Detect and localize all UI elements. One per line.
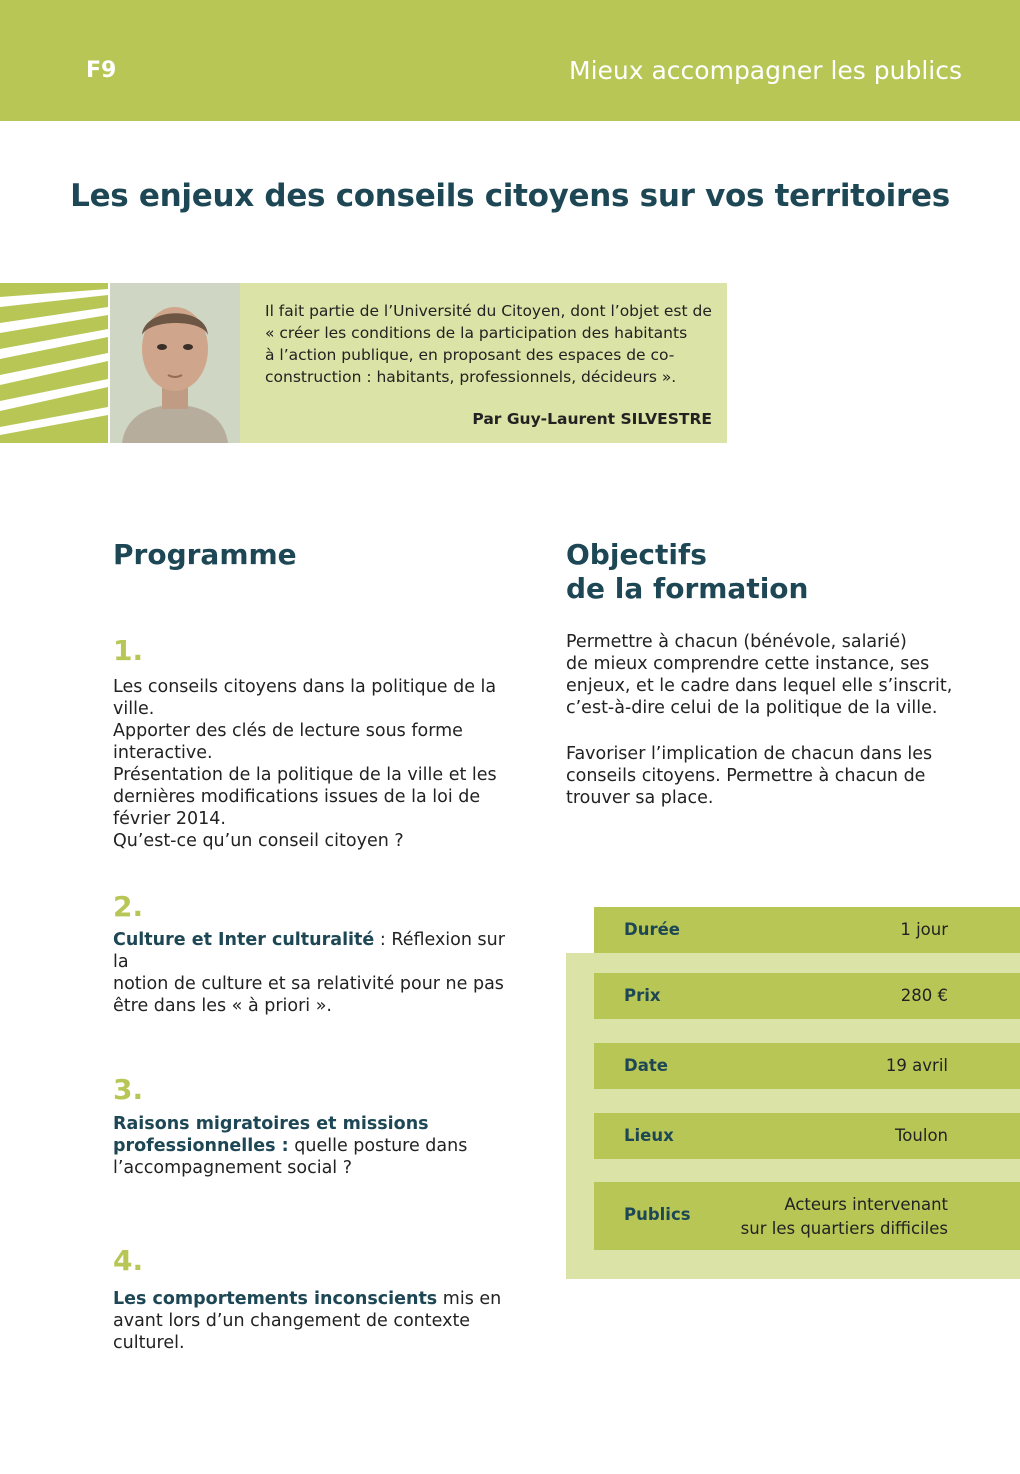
objectifs-heading-line: de la formation bbox=[566, 572, 809, 605]
info-value-line: Acteurs intervenant bbox=[784, 1195, 948, 1214]
info-label: Publics bbox=[624, 1205, 691, 1224]
intro-line: Il fait partie de l’Université du Citoyen, dont l’objet est de bbox=[265, 302, 712, 320]
objectifs-line: Permettre à chacun (bénévole, salarié) bbox=[566, 632, 907, 652]
section-title: Mieux accompagner les publics bbox=[569, 56, 962, 85]
item-bold: professionnelles : bbox=[113, 1136, 289, 1156]
item-line: être dans les « à priori ». bbox=[113, 996, 332, 1016]
objectifs-line: Favoriser l’implication de chacun dans les bbox=[566, 744, 933, 764]
intro-line: à l’action publique, en proposant des espaces de co- bbox=[265, 346, 675, 364]
item-text: mis en bbox=[437, 1289, 502, 1309]
programme-item-3 bbox=[113, 1113, 523, 1179]
item-number: 2. bbox=[113, 890, 144, 923]
item-line: interactive. bbox=[113, 743, 213, 763]
objectifs-paragraph-2 bbox=[566, 743, 986, 809]
item-line: février 2014. bbox=[113, 809, 226, 829]
programme-heading: Programme bbox=[113, 538, 297, 571]
info-row-publics bbox=[594, 1182, 1020, 1250]
info-row-duree bbox=[594, 907, 1020, 953]
item-text: : Réflexion sur la bbox=[113, 930, 505, 972]
intro-line: construction : habitants, professionnels, décideurs ». bbox=[265, 368, 677, 386]
item-line: Qu’est-ce qu’un conseil citoyen ? bbox=[113, 831, 404, 851]
programme-item-4 bbox=[113, 1288, 523, 1354]
item-line: culturel. bbox=[113, 1333, 185, 1353]
info-value: 19 avril bbox=[885, 1056, 948, 1075]
info-value bbox=[741, 1193, 948, 1241]
info-label: Durée bbox=[624, 920, 680, 939]
objectifs-line: trouver sa place. bbox=[566, 788, 714, 808]
item-bold: Raisons migratoires et missions bbox=[113, 1114, 429, 1134]
objectifs-heading bbox=[566, 538, 808, 606]
objectifs-heading-line: Objectifs bbox=[566, 538, 707, 571]
intro-text bbox=[265, 300, 725, 388]
objectifs-line: de mieux comprendre cette instance, ses bbox=[566, 654, 930, 674]
item-line: ville. bbox=[113, 699, 155, 719]
intro-author: Par Guy-Laurent SILVESTRE bbox=[472, 410, 712, 428]
item-line: avant lors d’un changement de contexte bbox=[113, 1311, 471, 1331]
item-line: Apporter des clés de lecture sous forme bbox=[113, 721, 463, 741]
item-line: Présentation de la politique de la ville et les bbox=[113, 765, 497, 785]
info-label: Prix bbox=[624, 986, 661, 1005]
intro-line: « créer les conditions de la participation des habitants bbox=[265, 324, 688, 342]
info-row-lieux bbox=[594, 1113, 1020, 1159]
info-value: 280 € bbox=[900, 986, 948, 1005]
info-label: Date bbox=[624, 1056, 668, 1075]
item-bold: Culture et Inter culturalité bbox=[113, 930, 375, 950]
document-code: F9 bbox=[86, 58, 117, 83]
objectifs-line: conseils citoyens. Permettre à chacun de bbox=[566, 766, 926, 786]
item-number: 4. bbox=[113, 1244, 144, 1277]
stripes-decoration bbox=[0, 283, 108, 443]
page-header bbox=[0, 0, 1020, 121]
programme-item-2 bbox=[113, 929, 523, 1017]
portrait-photo bbox=[110, 283, 240, 443]
page-title: Les enjeux des conseils citoyens sur vos territoires bbox=[70, 178, 950, 214]
item-text: quelle posture dans bbox=[288, 1136, 468, 1156]
item-line: l’accompagnement social ? bbox=[113, 1158, 353, 1178]
item-bold: Les comportements inconscients bbox=[113, 1289, 438, 1309]
info-row-date bbox=[594, 1043, 1020, 1089]
item-number: 3. bbox=[113, 1073, 144, 1106]
info-value-line: sur les quartiers difficiles bbox=[740, 1219, 948, 1238]
item-line: notion de culture et sa relativité pour ne pas bbox=[113, 974, 504, 994]
item-line: dernières modifications issues de la loi de bbox=[113, 787, 481, 807]
intro-box bbox=[240, 283, 727, 443]
info-value: Toulon bbox=[895, 1126, 948, 1145]
objectifs-paragraph-1 bbox=[566, 631, 986, 719]
programme-item-1 bbox=[113, 676, 523, 852]
item-number: 1. bbox=[113, 634, 144, 667]
info-row-prix bbox=[594, 973, 1020, 1019]
objectifs-line: enjeux, et le cadre dans lequel elle s’inscrit, bbox=[566, 676, 953, 696]
info-value: 1 jour bbox=[900, 920, 948, 939]
info-label: Lieux bbox=[624, 1126, 674, 1145]
item-line: Les conseils citoyens dans la politique de la bbox=[113, 677, 497, 697]
objectifs-line: c’est-à-dire celui de la politique de la ville. bbox=[566, 698, 938, 718]
